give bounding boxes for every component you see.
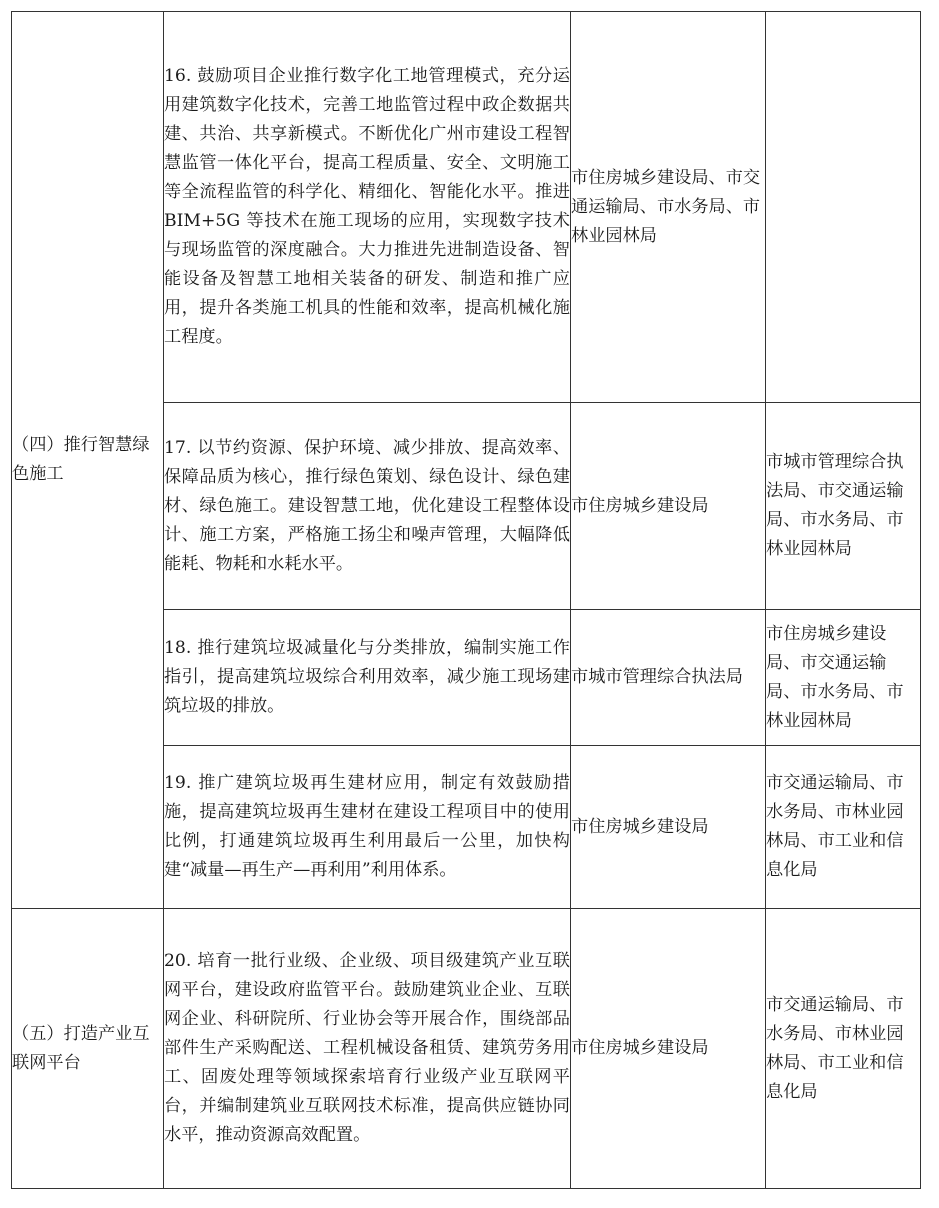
lead-unit-text: 市住房城乡建设局	[571, 1038, 709, 1058]
task-text: 16. 鼓励项目企业推行数字化工地管理模式，充分运用建筑数字化技术，完善工地监管过程中政企数据共建、共治、共享新模式。不断优化广州市建设工程智慧监管一体化平台，提高工程质量、安全、文明施工等全流程监管的科学化、精细化、智能化水平。推进 BIM+5G 等技术在施工现场的应用，实现数字技术与现场监管的深度融合。大力推进先进制造设备、智能设备及智慧工地相关装备的研发、制造和推广应用，提升各类施工机具的性能和效率，提高机械化施工程度。	[164, 66, 570, 347]
task-cell	[164, 909, 571, 1189]
table-row	[12, 12, 921, 403]
cooperating-unit-cell	[766, 12, 921, 403]
lead-unit-cell	[571, 909, 766, 1189]
lead-unit-cell	[571, 746, 766, 909]
lead-unit-text: 市住房城乡建设局、市交通运输局、市水务局、市林业园林局	[571, 167, 761, 246]
cooperating-unit-text: 市交通运输局、市水务局、市林业园林局、市工业和信息化局	[766, 994, 904, 1102]
task-cell	[164, 610, 571, 746]
table-row	[12, 909, 921, 1189]
task-text: 17. 以节约资源、保护环境、减少排放、提高效率、保障品质为核心，推行绿色策划、绿色设计、绿色建材、绿色施工。建设智慧工地，优化建设工程整体设计、施工方案，严格施工扬尘和噪声管理，大幅降低能耗、物耗和水耗水平。	[164, 437, 570, 574]
cooperating-unit-cell	[766, 909, 921, 1189]
task-text: 20. 培育一批行业级、企业级、项目级建筑产业互联网平台，建设政府监管平台。鼓励建筑业企业、互联网企业、科研院所、行业协会等开展合作，围绕部品部件生产采购配送、工程机械设备租赁、建筑劳务用工、固废处理等领域探索培育行业级产业互联网平台，并编制建筑业互联网技术标准，提高供应链协同水平，推动资源高效配置。	[164, 951, 570, 1145]
category-text: （四）推行智慧绿色施工	[12, 435, 150, 484]
task-cell	[164, 403, 571, 610]
lead-unit-cell	[571, 12, 766, 403]
cooperating-unit-cell	[766, 403, 921, 610]
task-text: 19. 推广建筑垃圾再生建材应用，制定有效鼓励措施，提高建筑垃圾再生建材在建设工程项目中的使用比例，打通建筑垃圾再生利用最后一公里，加快构建“减量—再生产—再利用”利用体系。	[164, 773, 570, 880]
cooperating-unit-text: 市城市管理综合执法局、市交通运输局、市水务局、市林业园林局	[766, 452, 904, 559]
cooperating-unit-cell	[766, 746, 921, 909]
measures-table	[11, 11, 921, 1189]
category-cell	[12, 909, 164, 1189]
lead-unit-cell	[571, 610, 766, 746]
task-cell	[164, 746, 571, 909]
lead-unit-text: 市城市管理综合执法局	[571, 667, 743, 687]
cooperating-unit-text: 市住房城乡建设局、市交通运输局、市水务局、市林业园林局	[766, 623, 904, 731]
category-cell	[12, 12, 164, 909]
cooperating-unit-text: 市交通运输局、市水务局、市林业园林局、市工业和信息化局	[766, 773, 904, 880]
lead-unit-text: 市住房城乡建设局	[571, 816, 709, 837]
lead-unit-text: 市住房城乡建设局	[571, 495, 709, 516]
category-text: （五）打造产业互联网平台	[12, 1023, 150, 1073]
cooperating-unit-cell	[766, 610, 921, 746]
task-text: 18. 推行建筑垃圾减量化与分类排放，编制实施工作指引，提高建筑垃圾综合利用效率，减少施工现场建筑垃圾的排放。	[164, 638, 570, 716]
task-cell	[164, 12, 571, 403]
lead-unit-cell	[571, 403, 766, 610]
